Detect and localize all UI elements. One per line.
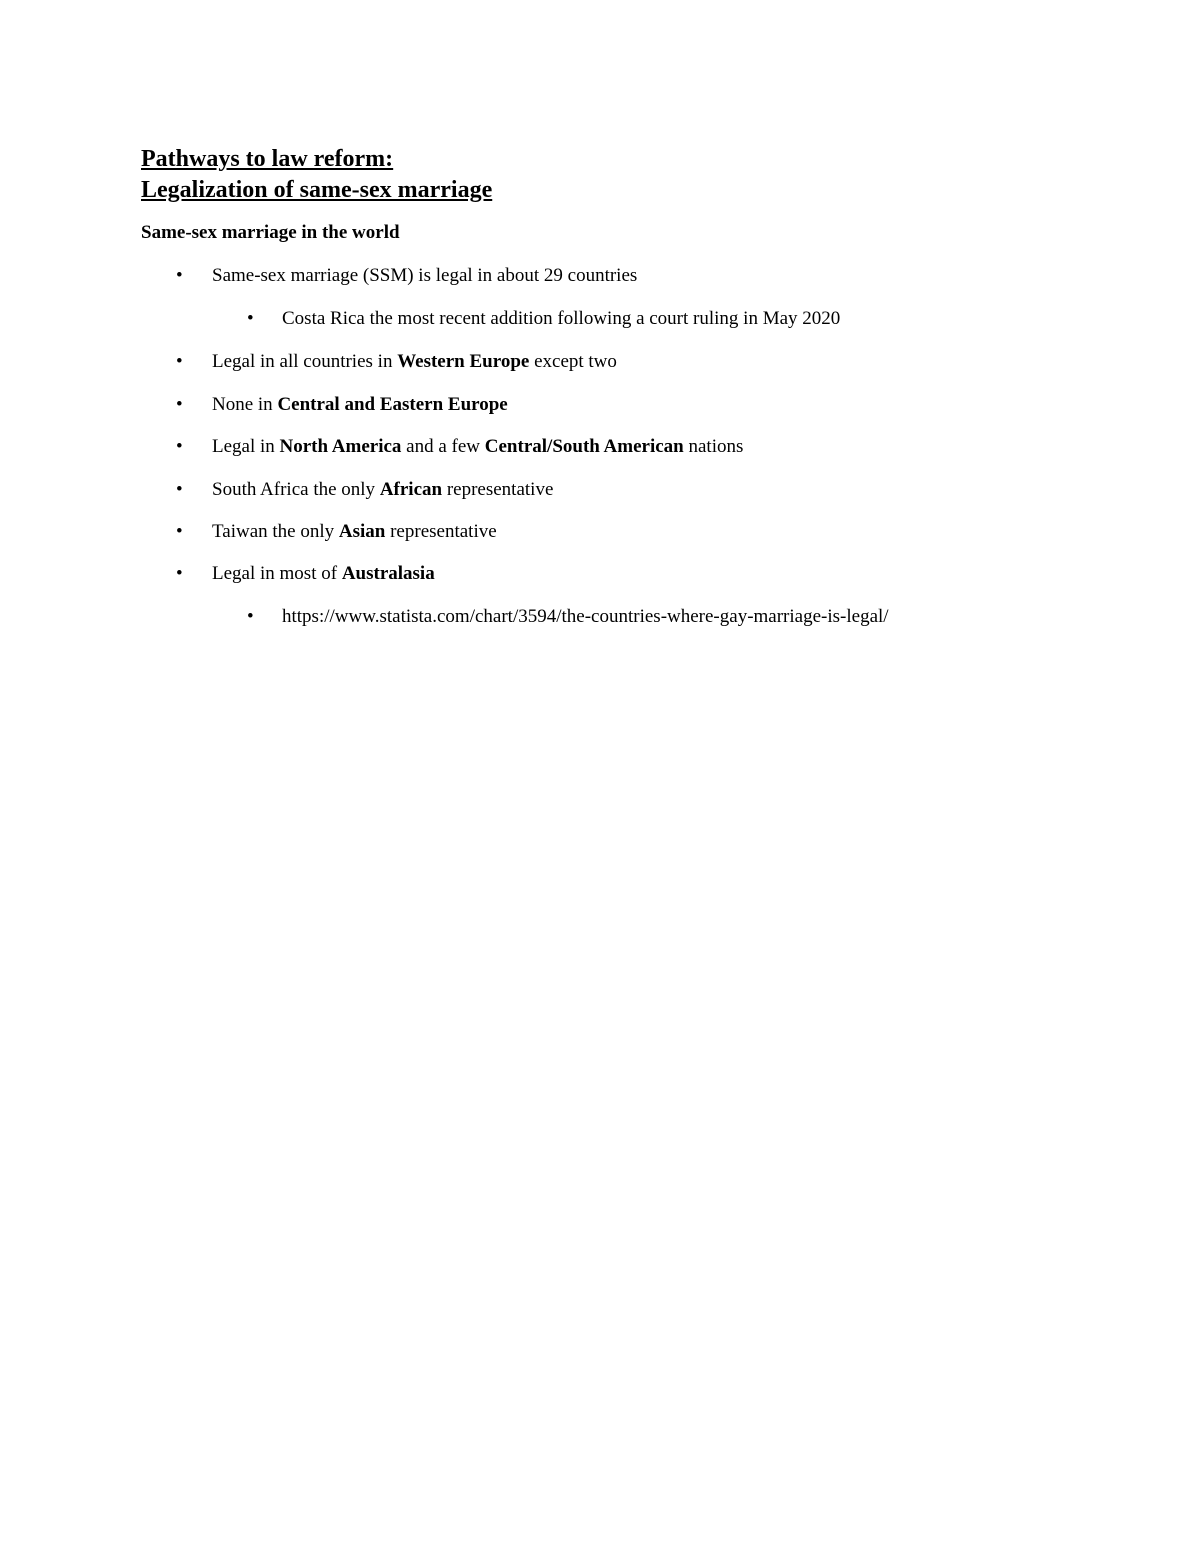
document-title	[141, 144, 492, 206]
list-item-text: Legal in most of Australasia	[212, 563, 435, 584]
section-heading: Same-sex marriage in the world	[141, 222, 400, 243]
list-item-text: Costa Rica the most recent addition following a court ruling in May 2020	[282, 308, 841, 329]
list-item-text: Legal in North America and a few Central/South American nations	[212, 436, 744, 457]
bullet: •	[247, 606, 254, 627]
source-link[interactable]: https://www.statista.com/chart/3594/the-countries-where-gay-marriage-is-legal/	[282, 606, 889, 627]
bullet: •	[176, 479, 183, 500]
bullet: •	[176, 521, 183, 542]
bullet: •	[176, 563, 183, 584]
list-item-text: Legal in all countries in Western Europe except two	[212, 351, 617, 372]
bullet: •	[247, 308, 254, 329]
bullet: •	[176, 436, 183, 457]
bullet: •	[176, 265, 183, 286]
list-item-text: None in Central and Eastern Europe	[212, 394, 508, 415]
list-item-text: South Africa the only African representative	[212, 479, 554, 500]
title-line-2: Legalization of same-sex marriage	[141, 177, 493, 203]
bullet: •	[176, 394, 183, 415]
list-item-text: Same-sex marriage (SSM) is legal in about 29 countries	[212, 265, 638, 286]
title-line-1: Pathways to law reform:	[141, 146, 394, 172]
list-item-text: Taiwan the only Asian representative	[212, 521, 497, 542]
bullet: •	[176, 351, 183, 372]
